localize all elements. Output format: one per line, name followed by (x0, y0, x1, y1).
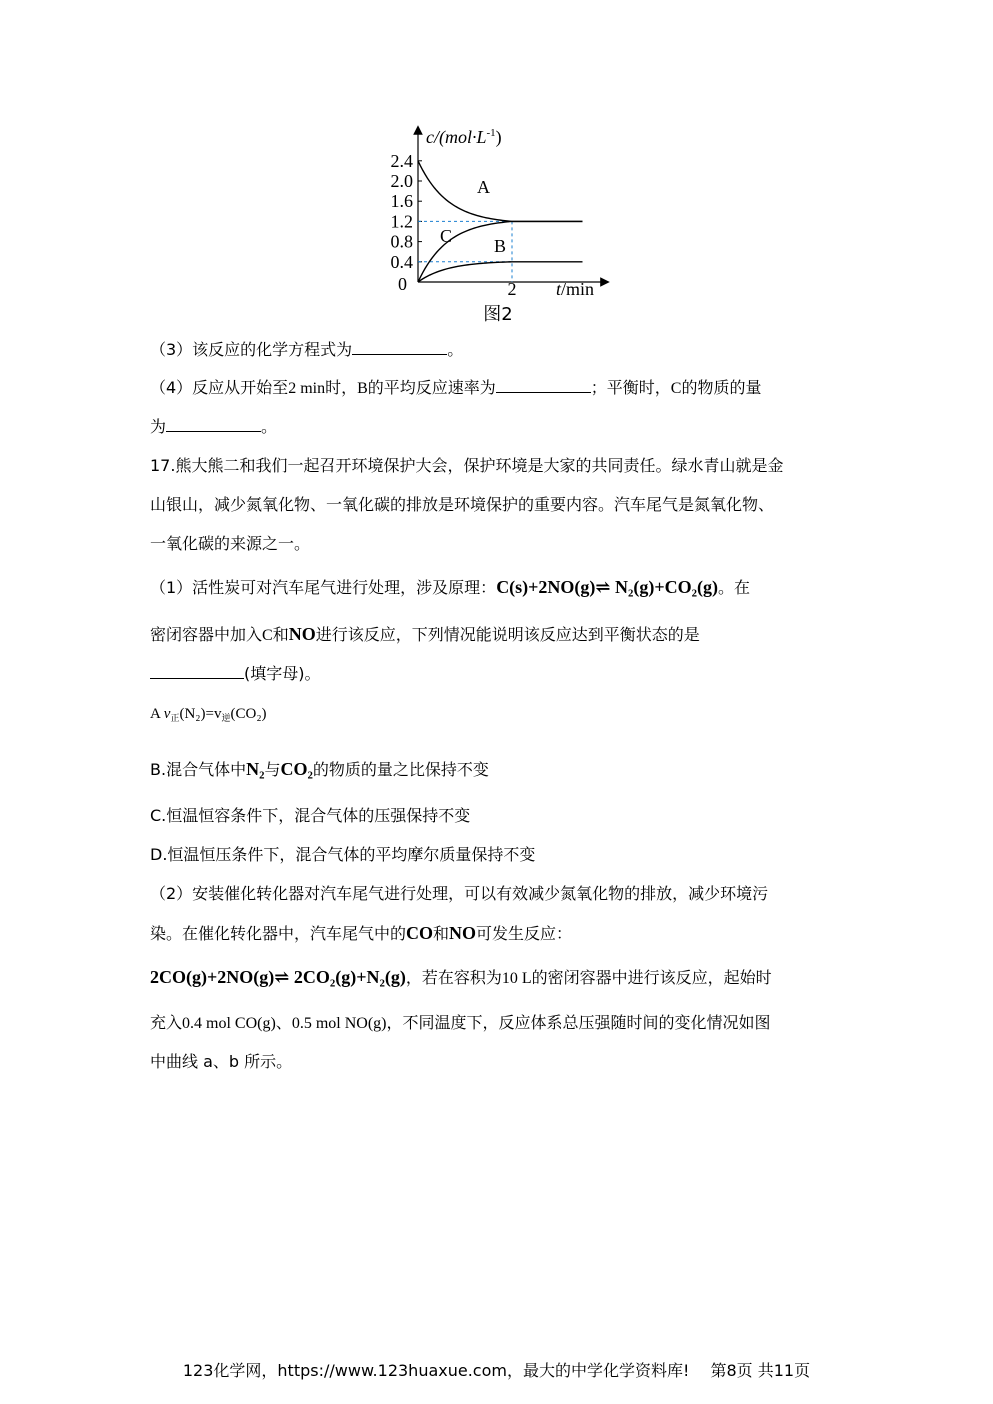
option-b-lead: B.混合气体中 (150, 760, 247, 779)
p2-no: NO (449, 923, 477, 943)
p2-amount-co: 0.4 mol CO(g) (182, 1015, 276, 1032)
option-a-reverse: 逆 (221, 713, 231, 723)
p2-line3b: 的密闭容器中进行该反应，起始时 (531, 968, 772, 987)
q3-end: 。 (447, 340, 464, 359)
option-b-co2: CO₂ (280, 759, 313, 779)
curve-label-a: A (477, 177, 490, 197)
y-tick-label: 2.0 (390, 171, 413, 191)
part-2-line5: 中曲线 a、b 所示。 (150, 1052, 293, 1071)
p2-line2a: 染。在催化转化器中，汽车尾气中的 (150, 924, 407, 943)
option-c: C.恒温恒容条件下，混合气体的压强保持不变 (150, 806, 471, 825)
q4-c: C (670, 380, 682, 397)
option-a-mid: (N₂)=v (179, 706, 222, 722)
q4-part3: 的平均反应速率为 (367, 378, 496, 397)
q4-part2: 时， (325, 378, 358, 397)
option-a-forward: 正 (170, 713, 180, 723)
y-axis-label: $c/(mol\cdot L^{-1})$ (426, 127, 502, 147)
p1-line2a: 密闭容器中加入 (150, 625, 263, 644)
p1-line3: (填字母)。 (244, 664, 321, 683)
q4-b: B (357, 380, 368, 397)
y-tick-label: 0.8 (390, 231, 413, 252)
question-17-line2: 山银山，减少氮氧化物、一氧化碳的排放是环境保护的重要内容。汽车尾气是氮氧化物、 (150, 495, 775, 514)
p1-c: C (262, 627, 273, 644)
p2-sep: 、 (275, 1013, 292, 1032)
option-a-v1: v (163, 706, 171, 722)
question-4-line1 (150, 376, 840, 400)
answer-blank-q3[interactable] (352, 338, 447, 355)
p2-line4a: 充入 (150, 1013, 183, 1032)
x-tick-label-2: 2 (507, 279, 517, 299)
part-1-line3 (150, 662, 840, 685)
y-tick-label: 2.4 (390, 150, 413, 171)
page-footer: 123化学网，https://www.123huaxue.com，最大的中学化学资料库! 第8页 共11页 (182, 1361, 811, 1380)
curve-label-b: B (494, 236, 507, 256)
series-line-a (418, 161, 583, 222)
part-2-line3 (150, 966, 840, 990)
p2-line3a: ，若在容积为 (405, 968, 502, 987)
q4-end: 。 (261, 417, 278, 436)
part-2-line1: （2）安装催化转化器对汽车尾气进行处理，可以有效减少氮氧化物的排放，减少环境污 (150, 884, 769, 903)
question-17-line3: 一氧化碳的来源之一。 (150, 534, 311, 553)
p2-equation: 2CO(g)+2NO(g)⇌ 2CO₂(g)+N₂(g) (150, 967, 406, 987)
answer-blank-q4-amount[interactable] (166, 415, 261, 432)
concentration-time-figure (380, 120, 620, 330)
p2-and: 和 (433, 924, 450, 943)
option-b (150, 758, 840, 781)
option-d: D.恒温恒压条件下，混合气体的平均摩尔质量保持不变 (150, 845, 536, 864)
y-tick-label: 0.4 (390, 251, 413, 272)
answer-blank-q4-rate[interactable] (496, 376, 591, 393)
part-1-line1 (150, 576, 840, 599)
part-2-line4 (150, 1012, 840, 1035)
p1-lead: （1）活性炭可对汽车尾气进行处理，涉及原理： (150, 578, 497, 597)
p1-no: NO (288, 624, 316, 644)
question-4-line2 (150, 415, 840, 438)
q4-time: 2 min (288, 380, 326, 397)
answer-blank-p1[interactable] (150, 662, 244, 679)
q4-line2: 为 (150, 417, 167, 436)
q3-text: （3）该反应的化学方程式为 (150, 340, 353, 359)
part-2-line2 (150, 922, 840, 945)
p1-equation: C(s)+2NO(g)⇌ N₂(g)+CO₂(g) (496, 577, 719, 597)
p1-and: 和 (272, 625, 289, 644)
x-axis-label: t/min (556, 279, 595, 299)
p2-line2b: 可发生反应： (476, 924, 573, 943)
origin-label: 0 (398, 274, 407, 294)
curve-label-c: C (440, 226, 453, 246)
question-3 (150, 338, 840, 361)
question-17-line1: 17.熊大熊二和我们一起召开环境保护大会，保护环境是大家的共同责任。绿水青山就是金 (150, 456, 784, 475)
figure-caption: 图2 (483, 304, 513, 325)
y-tick-label: 1.2 (390, 211, 413, 232)
q4-part4: ；平衡时， (590, 378, 671, 397)
option-b-n2: N₂ (246, 759, 265, 779)
p1-line2b: 进行该反应，下列情况能说明该反应达到平衡状态的是 (315, 625, 700, 644)
q4-part5: 的物质的量 (681, 378, 762, 397)
option-a (150, 703, 840, 729)
p2-co: CO (406, 923, 434, 943)
p2-amount-no: 0.5 mol NO(g) (291, 1015, 387, 1032)
q4-part1: （4）反应从开始至 (150, 378, 289, 397)
option-a-label: A (150, 706, 161, 722)
option-a-end: (CO₂) (230, 706, 267, 722)
p2-volume: 10 L (501, 970, 532, 987)
y-tick-label: 1.6 (390, 191, 413, 212)
p1-tail: 。在 (718, 578, 751, 597)
p2-line4b: ，不同温度下，反应体系总压强随时间的变化情况如图 (386, 1013, 771, 1032)
option-b-and: 与 (264, 760, 281, 779)
option-b-tail: 的物质的量之比保持不变 (312, 760, 489, 779)
part-1-line2 (150, 623, 840, 647)
concentration-time-chart (380, 120, 620, 330)
